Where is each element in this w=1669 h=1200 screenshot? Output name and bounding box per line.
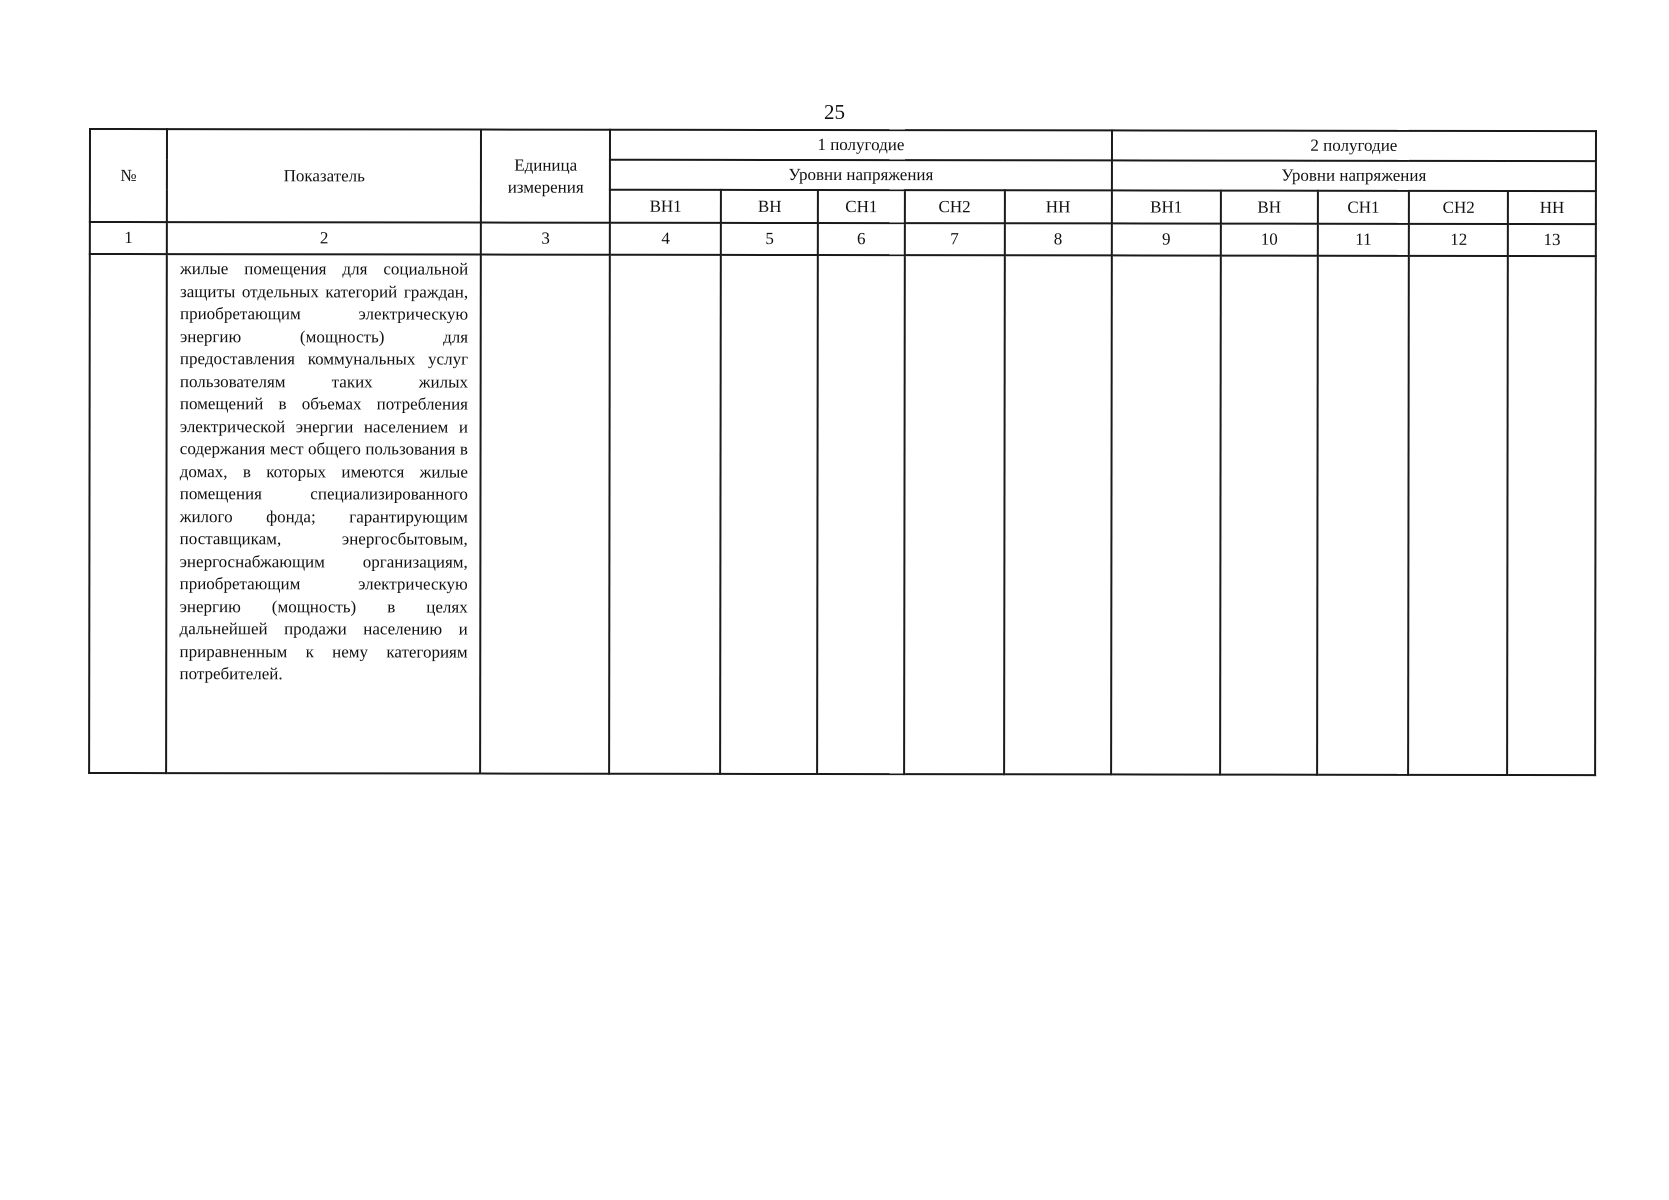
header-indicator: Показатель bbox=[167, 129, 481, 222]
value-cell bbox=[1004, 255, 1112, 774]
header-code-h2-vn1: ВН1 bbox=[1112, 190, 1221, 223]
header-code-h2-nn: НН bbox=[1508, 191, 1596, 224]
value-cell bbox=[817, 255, 904, 774]
column-number: 7 bbox=[905, 223, 1005, 255]
table-row bbox=[89, 254, 1596, 775]
header-code-h2-sn1: СН1 bbox=[1318, 191, 1410, 224]
value-cell bbox=[904, 255, 1005, 774]
column-number: 5 bbox=[721, 223, 818, 255]
page-number: 25 bbox=[824, 100, 845, 124]
value-cell bbox=[609, 255, 721, 774]
header-no: № bbox=[90, 129, 167, 222]
header-code-h1-nn: НН bbox=[1004, 190, 1111, 223]
value-cell bbox=[1220, 256, 1318, 775]
value-cell bbox=[720, 255, 818, 774]
value-cell bbox=[1409, 256, 1509, 775]
unit-cell bbox=[480, 255, 609, 774]
value-cell bbox=[1507, 256, 1595, 775]
header-half-2: 2 полугодие bbox=[1112, 130, 1596, 161]
column-number: 10 bbox=[1221, 224, 1318, 256]
header-voltage-levels-2: Уровни напряжения bbox=[1112, 160, 1596, 191]
column-number: 9 bbox=[1112, 223, 1221, 255]
header-code-h1-sn1: СН1 bbox=[818, 190, 905, 223]
header-half-1: 1 полугодие bbox=[610, 130, 1112, 161]
column-number-row bbox=[90, 222, 1596, 256]
indicator-cell: жилые помещения для социальной защиты отдельных категорий граждан, приобретающим электрическую энергию (мощность) для предоставления коммунальных услуг пользователям таких жилых помещений в объемах потребления электрической энергии населением и содержания мест общего пользования в домах, в которых имеются жилые помещения специализированного жилого фонда; гарантирующим поставщикам, энергосбытовым, энергоснабжающим организациям, приобретающим электрическую энергию (мощность) в целях дальнейшей продажи населению и приравненным к нему категориям потребителей. bbox=[166, 254, 481, 773]
value-cell bbox=[1317, 256, 1409, 775]
header-code-h1-vn1: ВН1 bbox=[610, 190, 721, 223]
header-code-h2-vn: ВН bbox=[1221, 191, 1318, 224]
column-number: 1 bbox=[90, 222, 167, 254]
header-unit: Единица измерения bbox=[481, 130, 610, 223]
header-code-h2-sn2: СН2 bbox=[1409, 191, 1508, 224]
header-code-h1-vn: ВН bbox=[721, 190, 818, 223]
column-number: 11 bbox=[1318, 224, 1410, 256]
header-code-h1-sn2: СН2 bbox=[905, 190, 1005, 223]
column-number: 2 bbox=[167, 222, 481, 254]
column-number: 6 bbox=[818, 223, 905, 255]
column-number: 3 bbox=[481, 223, 610, 255]
tariff-table bbox=[88, 128, 1597, 776]
column-number: 13 bbox=[1508, 224, 1596, 256]
column-number: 8 bbox=[1004, 223, 1111, 255]
value-cell bbox=[1111, 255, 1221, 774]
header-voltage-levels-1: Уровни напряжения bbox=[610, 160, 1112, 191]
row-number-cell bbox=[89, 254, 167, 773]
column-number: 4 bbox=[610, 223, 721, 255]
column-number: 12 bbox=[1409, 224, 1508, 256]
